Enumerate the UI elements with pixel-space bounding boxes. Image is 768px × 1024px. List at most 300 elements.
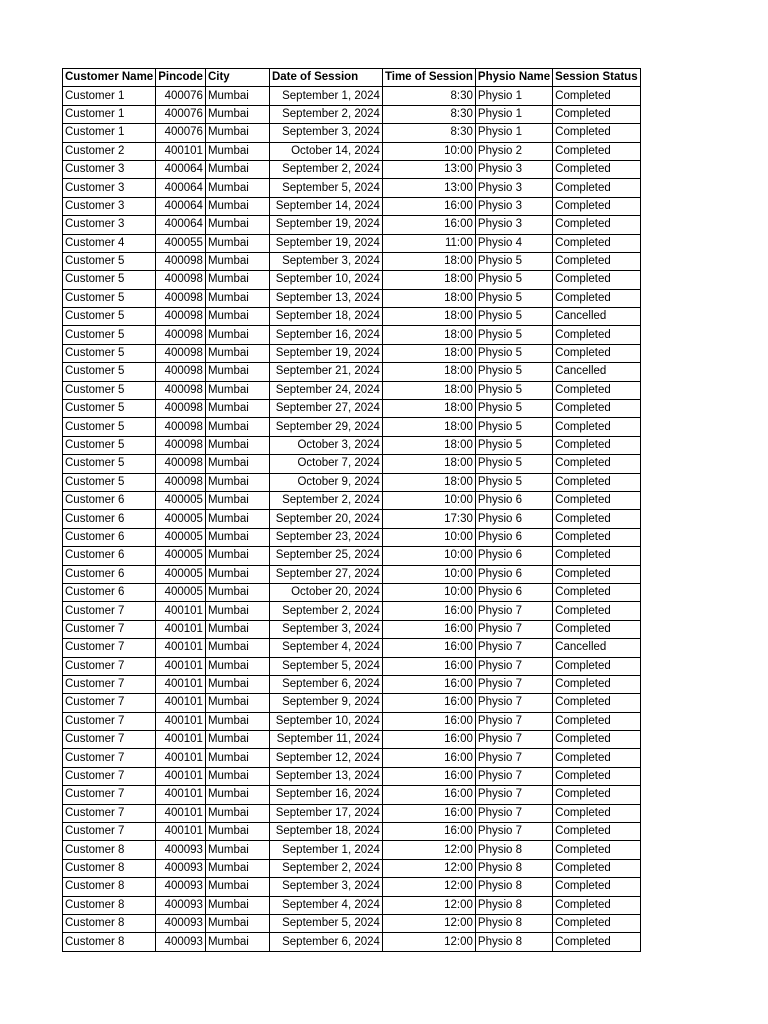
customer-name-cell: Customer 7 [63,786,156,804]
city-cell: Mumbai [205,565,269,583]
table-row [63,252,641,270]
physio-name-cell: Physio 5 [475,381,552,399]
pincode-cell: 400076 [156,105,206,123]
customer-name-cell: Customer 8 [63,933,156,951]
physio-name-cell: Physio 7 [475,823,552,841]
city-cell: Mumbai [205,105,269,123]
time-cell: 10:00 [382,547,475,565]
city-cell: Mumbai [205,767,269,785]
time-cell: 12:00 [382,878,475,896]
date-cell: September 3, 2024 [269,252,382,270]
table-row [63,179,641,197]
date-cell: September 12, 2024 [269,749,382,767]
physio-name-cell: Physio 5 [475,271,552,289]
table-row [63,289,641,307]
city-cell: Mumbai [205,289,269,307]
customer-name-cell: Customer 8 [63,859,156,877]
header-row [63,69,641,87]
physio-name-cell: Physio 2 [475,142,552,160]
time-cell: 13:00 [382,179,475,197]
pincode-cell: 400101 [156,804,206,822]
customer-name-cell: Customer 5 [63,308,156,326]
time-cell: 16:00 [382,620,475,638]
date-cell: October 14, 2024 [269,142,382,160]
customer-name-cell: Customer 5 [63,455,156,473]
status-cell: Completed [553,105,640,123]
table-row [63,657,641,675]
date-cell: September 13, 2024 [269,767,382,785]
city-cell: Mumbai [205,436,269,454]
pincode-cell: 400005 [156,565,206,583]
customer-name-cell: Customer 7 [63,731,156,749]
status-cell: Completed [553,767,640,785]
city-cell: Mumbai [205,675,269,693]
table-row [63,675,641,693]
table-row [63,878,641,896]
date-cell: September 29, 2024 [269,418,382,436]
customer-name-cell: Customer 8 [63,896,156,914]
date-cell: September 18, 2024 [269,823,382,841]
city-cell: Mumbai [205,344,269,362]
customer-name-cell: Customer 5 [63,344,156,362]
date-cell: September 5, 2024 [269,914,382,932]
status-cell: Completed [553,547,640,565]
table-row [63,160,641,178]
status-cell: Completed [553,87,640,105]
status-cell: Completed [553,528,640,546]
physio-name-cell: Physio 7 [475,786,552,804]
header-pincode: Pincode [156,69,206,87]
table-row [63,786,641,804]
physio-name-cell: Physio 5 [475,400,552,418]
customer-name-cell: Customer 7 [63,823,156,841]
customer-name-cell: Customer 7 [63,804,156,822]
time-cell: 16:00 [382,767,475,785]
city-cell: Mumbai [205,914,269,932]
table-row [63,271,641,289]
pincode-cell: 400101 [156,712,206,730]
city-cell: Mumbai [205,786,269,804]
customer-name-cell: Customer 7 [63,639,156,657]
physio-name-cell: Physio 4 [475,234,552,252]
table-row [63,142,641,160]
city-cell: Mumbai [205,823,269,841]
physio-name-cell: Physio 3 [475,197,552,215]
date-cell: September 20, 2024 [269,510,382,528]
customer-name-cell: Customer 7 [63,767,156,785]
date-cell: September 16, 2024 [269,326,382,344]
status-cell: Completed [553,216,640,234]
time-cell: 18:00 [382,455,475,473]
customer-name-cell: Customer 5 [63,436,156,454]
status-cell: Completed [553,823,640,841]
table-row [63,124,641,142]
status-cell: Completed [553,124,640,142]
table-row [63,694,641,712]
time-cell: 10:00 [382,491,475,509]
status-cell: Completed [553,675,640,693]
date-cell: September 5, 2024 [269,657,382,675]
time-cell: 16:00 [382,804,475,822]
date-cell: October 7, 2024 [269,455,382,473]
date-cell: September 25, 2024 [269,547,382,565]
pincode-cell: 400101 [156,620,206,638]
status-cell: Completed [553,583,640,601]
date-cell: September 9, 2024 [269,694,382,712]
status-cell: Completed [553,657,640,675]
date-cell: September 18, 2024 [269,308,382,326]
customer-name-cell: Customer 8 [63,878,156,896]
date-cell: September 2, 2024 [269,105,382,123]
time-cell: 18:00 [382,326,475,344]
table-row [63,639,641,657]
time-cell: 16:00 [382,675,475,693]
time-cell: 16:00 [382,731,475,749]
customer-name-cell: Customer 6 [63,510,156,528]
physio-name-cell: Physio 3 [475,216,552,234]
customer-name-cell: Customer 6 [63,547,156,565]
status-cell: Completed [553,694,640,712]
pincode-cell: 400101 [156,602,206,620]
time-cell: 18:00 [382,271,475,289]
pincode-cell: 400076 [156,124,206,142]
city-cell: Mumbai [205,179,269,197]
time-cell: 18:00 [382,289,475,307]
date-cell: September 2, 2024 [269,859,382,877]
pincode-cell: 400098 [156,400,206,418]
city-cell: Mumbai [205,418,269,436]
date-cell: September 3, 2024 [269,124,382,142]
city-cell: Mumbai [205,804,269,822]
status-cell: Completed [553,878,640,896]
table-row [63,731,641,749]
date-cell: September 1, 2024 [269,87,382,105]
date-cell: September 2, 2024 [269,160,382,178]
status-cell: Completed [553,786,640,804]
pincode-cell: 400076 [156,87,206,105]
time-cell: 11:00 [382,234,475,252]
customer-name-cell: Customer 6 [63,565,156,583]
date-cell: September 19, 2024 [269,216,382,234]
physio-name-cell: Physio 6 [475,583,552,601]
time-cell: 8:30 [382,87,475,105]
city-cell: Mumbai [205,749,269,767]
pincode-cell: 400005 [156,528,206,546]
status-cell: Completed [553,436,640,454]
table-row [63,400,641,418]
pincode-cell: 400098 [156,381,206,399]
pincode-cell: 400093 [156,933,206,951]
date-cell: September 19, 2024 [269,234,382,252]
pincode-cell: 400098 [156,418,206,436]
customer-name-cell: Customer 7 [63,620,156,638]
physio-name-cell: Physio 5 [475,418,552,436]
customer-name-cell: Customer 7 [63,602,156,620]
city-cell: Mumbai [205,841,269,859]
city-cell: Mumbai [205,694,269,712]
date-cell: October 3, 2024 [269,436,382,454]
time-cell: 18:00 [382,400,475,418]
pincode-cell: 400098 [156,271,206,289]
physio-name-cell: Physio 8 [475,914,552,932]
date-cell: September 19, 2024 [269,344,382,362]
status-cell: Cancelled [553,639,640,657]
status-cell: Completed [553,455,640,473]
physio-name-cell: Physio 6 [475,565,552,583]
date-cell: September 24, 2024 [269,381,382,399]
pincode-cell: 400101 [156,767,206,785]
pincode-cell: 400098 [156,436,206,454]
customer-name-cell: Customer 2 [63,142,156,160]
customer-name-cell: Customer 3 [63,160,156,178]
city-cell: Mumbai [205,731,269,749]
pincode-cell: 400005 [156,510,206,528]
customer-name-cell: Customer 7 [63,694,156,712]
table-row [63,234,641,252]
table-row [63,418,641,436]
table-row [63,87,641,105]
customer-name-cell: Customer 5 [63,400,156,418]
status-cell: Completed [553,749,640,767]
customer-name-cell: Customer 1 [63,87,156,105]
customer-name-cell: Customer 1 [63,124,156,142]
pincode-cell: 400098 [156,326,206,344]
pincode-cell: 400093 [156,914,206,932]
physio-name-cell: Physio 5 [475,455,552,473]
physio-name-cell: Physio 8 [475,878,552,896]
physio-name-cell: Physio 7 [475,749,552,767]
customer-name-cell: Customer 5 [63,363,156,381]
physio-name-cell: Physio 6 [475,547,552,565]
physio-name-cell: Physio 6 [475,528,552,546]
pincode-cell: 400098 [156,344,206,362]
table-row [63,363,641,381]
time-cell: 10:00 [382,565,475,583]
customer-name-cell: Customer 3 [63,197,156,215]
table-row [63,749,641,767]
customer-name-cell: Customer 6 [63,491,156,509]
table-row [63,105,641,123]
pincode-cell: 400098 [156,308,206,326]
pincode-cell: 400101 [156,694,206,712]
status-cell: Completed [553,142,640,160]
pincode-cell: 400093 [156,896,206,914]
status-cell: Completed [553,473,640,491]
table-row [63,804,641,822]
table-row [63,436,641,454]
city-cell: Mumbai [205,547,269,565]
pincode-cell: 400005 [156,491,206,509]
time-cell: 16:00 [382,694,475,712]
city-cell: Mumbai [205,639,269,657]
date-cell: September 13, 2024 [269,289,382,307]
time-cell: 18:00 [382,436,475,454]
table-row [63,767,641,785]
city-cell: Mumbai [205,528,269,546]
customer-name-cell: Customer 5 [63,252,156,270]
city-cell: Mumbai [205,583,269,601]
city-cell: Mumbai [205,859,269,877]
table-row [63,933,641,951]
time-cell: 10:00 [382,142,475,160]
city-cell: Mumbai [205,381,269,399]
city-cell: Mumbai [205,657,269,675]
customer-name-cell: Customer 3 [63,179,156,197]
time-cell: 12:00 [382,933,475,951]
time-cell: 13:00 [382,160,475,178]
pincode-cell: 400101 [156,639,206,657]
city-cell: Mumbai [205,160,269,178]
status-cell: Completed [553,252,640,270]
physio-name-cell: Physio 5 [475,326,552,344]
status-cell: Cancelled [553,308,640,326]
physio-name-cell: Physio 5 [475,308,552,326]
table-row [63,491,641,509]
physio-name-cell: Physio 7 [475,657,552,675]
city-cell: Mumbai [205,620,269,638]
city-cell: Mumbai [205,363,269,381]
time-cell: 16:00 [382,786,475,804]
date-cell: September 23, 2024 [269,528,382,546]
status-cell: Completed [553,914,640,932]
pincode-cell: 400093 [156,841,206,859]
pincode-cell: 400098 [156,363,206,381]
physio-name-cell: Physio 6 [475,510,552,528]
time-cell: 8:30 [382,105,475,123]
date-cell: September 21, 2024 [269,363,382,381]
time-cell: 16:00 [382,749,475,767]
status-cell: Completed [553,731,640,749]
time-cell: 16:00 [382,639,475,657]
date-cell: September 10, 2024 [269,712,382,730]
pincode-cell: 400098 [156,252,206,270]
status-cell: Completed [553,234,640,252]
city-cell: Mumbai [205,491,269,509]
physio-name-cell: Physio 7 [475,602,552,620]
city-cell: Mumbai [205,252,269,270]
physio-name-cell: Physio 7 [475,767,552,785]
pincode-cell: 400101 [156,657,206,675]
date-cell: September 11, 2024 [269,731,382,749]
table-row [63,712,641,730]
customer-name-cell: Customer 3 [63,216,156,234]
physio-name-cell: Physio 5 [475,344,552,362]
status-cell: Completed [553,491,640,509]
physio-name-cell: Physio 3 [475,160,552,178]
time-cell: 16:00 [382,602,475,620]
date-cell: September 10, 2024 [269,271,382,289]
table-row [63,565,641,583]
city-cell: Mumbai [205,455,269,473]
time-cell: 8:30 [382,124,475,142]
date-cell: September 27, 2024 [269,400,382,418]
table-row [63,510,641,528]
date-cell: September 27, 2024 [269,565,382,583]
city-cell: Mumbai [205,142,269,160]
physio-name-cell: Physio 5 [475,473,552,491]
date-cell: September 14, 2024 [269,197,382,215]
header-physio-name: Physio Name [475,69,552,87]
city-cell: Mumbai [205,473,269,491]
status-cell: Completed [553,804,640,822]
status-cell: Completed [553,510,640,528]
time-cell: 16:00 [382,657,475,675]
status-cell: Completed [553,197,640,215]
status-cell: Completed [553,381,640,399]
status-cell: Completed [553,712,640,730]
status-cell: Completed [553,400,640,418]
status-cell: Completed [553,271,640,289]
pincode-cell: 400064 [156,179,206,197]
header-session-status: Session Status [553,69,640,87]
customer-name-cell: Customer 7 [63,712,156,730]
table-row [63,896,641,914]
table-row [63,326,641,344]
physio-name-cell: Physio 7 [475,620,552,638]
time-cell: 10:00 [382,528,475,546]
city-cell: Mumbai [205,87,269,105]
table-row [63,602,641,620]
customer-name-cell: Customer 7 [63,657,156,675]
date-cell: October 20, 2024 [269,583,382,601]
status-cell: Completed [553,620,640,638]
customer-name-cell: Customer 8 [63,914,156,932]
header-customer-name: Customer Name [63,69,156,87]
status-cell: Completed [553,933,640,951]
time-cell: 16:00 [382,197,475,215]
status-cell: Completed [553,859,640,877]
customer-name-cell: Customer 6 [63,583,156,601]
time-cell: 16:00 [382,823,475,841]
physio-name-cell: Physio 7 [475,675,552,693]
table-row [63,308,641,326]
time-cell: 18:00 [382,418,475,436]
city-cell: Mumbai [205,878,269,896]
city-cell: Mumbai [205,510,269,528]
date-cell: September 17, 2024 [269,804,382,822]
status-cell: Completed [553,160,640,178]
session-table [62,68,641,952]
physio-name-cell: Physio 8 [475,841,552,859]
physio-name-cell: Physio 7 [475,731,552,749]
table-row [63,528,641,546]
pincode-cell: 400101 [156,731,206,749]
table-row [63,381,641,399]
pincode-cell: 400005 [156,583,206,601]
table-row [63,197,641,215]
city-cell: Mumbai [205,234,269,252]
status-cell: Completed [553,179,640,197]
table-row [63,841,641,859]
table-row [63,823,641,841]
customer-name-cell: Customer 5 [63,326,156,344]
time-cell: 17:30 [382,510,475,528]
pincode-cell: 400101 [156,823,206,841]
customer-name-cell: Customer 1 [63,105,156,123]
table-row [63,455,641,473]
physio-name-cell: Physio 7 [475,804,552,822]
date-cell: September 16, 2024 [269,786,382,804]
pincode-cell: 400101 [156,675,206,693]
physio-name-cell: Physio 8 [475,859,552,877]
pincode-cell: 400101 [156,142,206,160]
physio-name-cell: Physio 1 [475,124,552,142]
city-cell: Mumbai [205,124,269,142]
table-row [63,547,641,565]
city-cell: Mumbai [205,602,269,620]
date-cell: September 4, 2024 [269,639,382,657]
date-cell: October 9, 2024 [269,473,382,491]
